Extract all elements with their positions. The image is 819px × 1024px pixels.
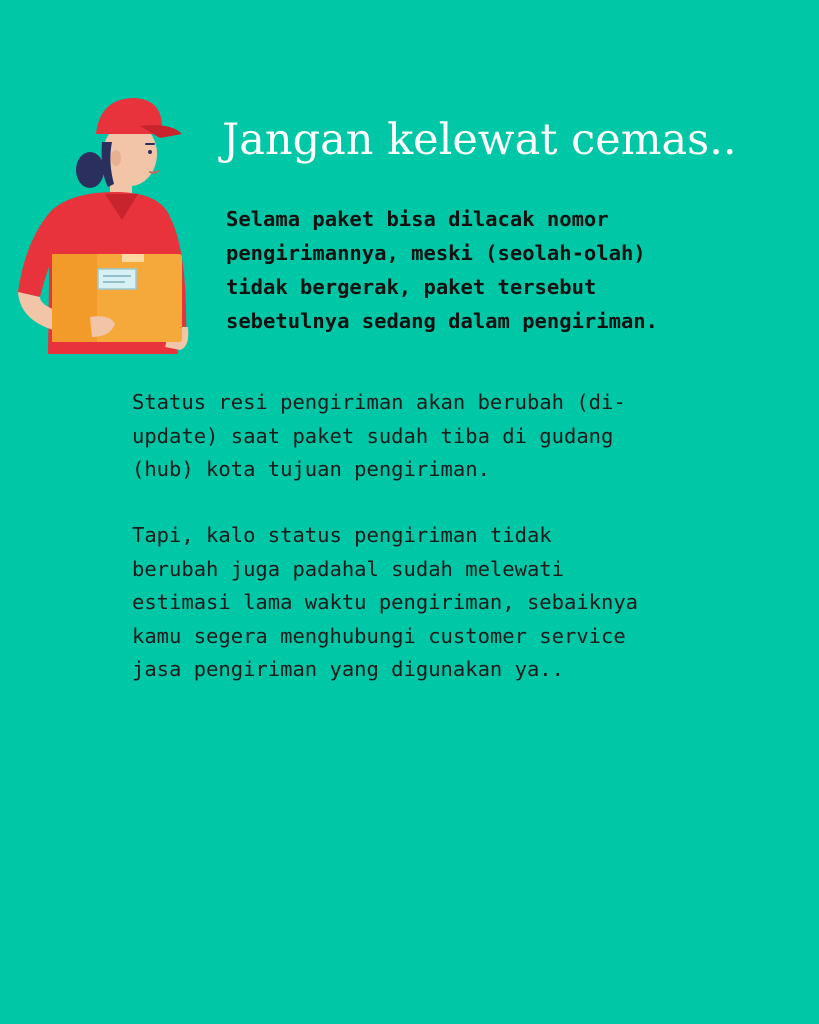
page-title: Jangan kelewat cemas.. — [222, 115, 737, 165]
body-paragraph-advice: Tapi, kalo status pengiriman tidak berubah juga padahal sudah melewati estimasi lama waktu pengiriman, sebaiknya kamu segera menghubungi customer service jasa pengiriman yang digunakan ya.. — [132, 523, 639, 681]
body-paragraph-status: Status resi pengiriman akan berubah (di- update) saat paket sudah tiba di gudang (hub) kota tujuan pengiriman. — [132, 390, 626, 481]
lead-paragraph: Selama paket bisa dilacak nomor pengirimannya, meski (seolah-olah) tidak bergerak, paket tersebut sebetulnya sedang dalam pengiriman. — [226, 207, 658, 333]
courier-holding-box-icon — [10, 92, 195, 362]
